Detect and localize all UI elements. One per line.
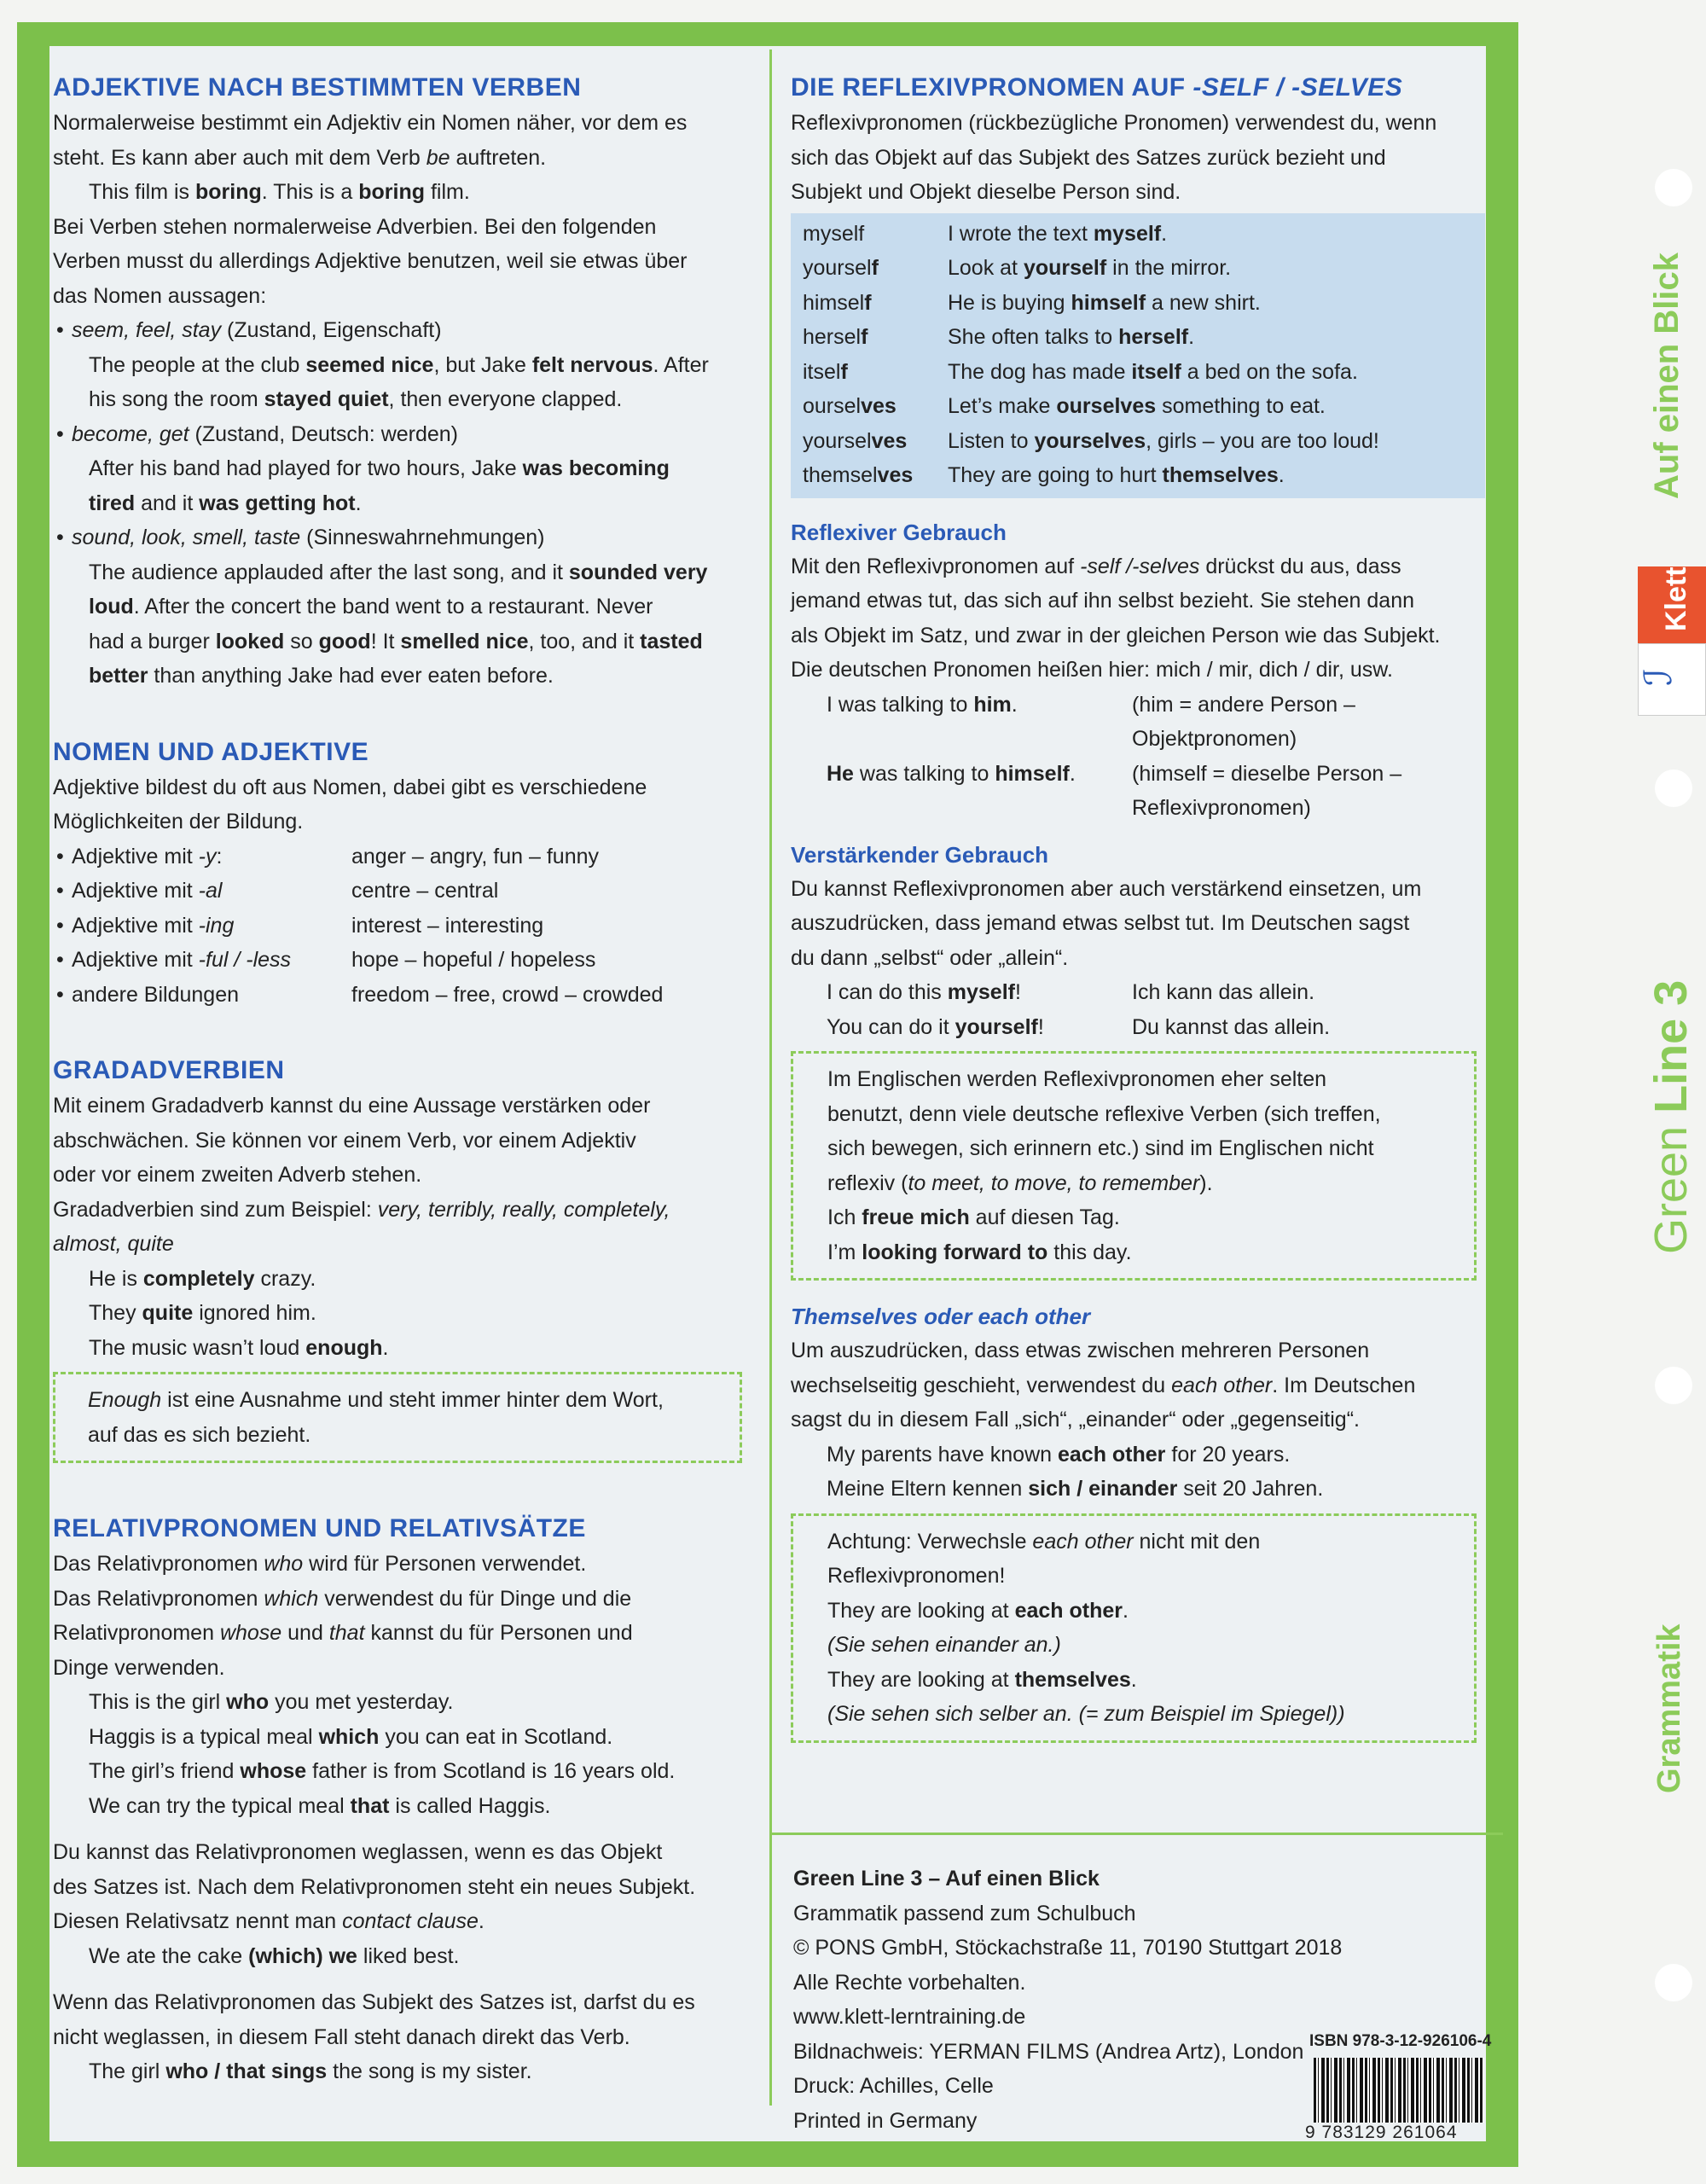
side-label-auf-einen-blick: Auf einen Blick xyxy=(1648,253,1686,499)
example-line: After his band had played for two hours, Jake was becoming xyxy=(89,456,670,480)
bullet-item: • become, get (Zustand, Deutsch: werden) xyxy=(53,417,740,452)
example-line: We ate the cake (which) we liked best. xyxy=(89,1943,460,1968)
imprint-line: Printed in Germany xyxy=(793,2108,978,2133)
text-line: reflexiv (to meet, to move, to remember). xyxy=(827,1170,1213,1195)
text-line: sagst du in diesem Fall „sich“, „einander“ oder „gegenseitig“. xyxy=(791,1408,1360,1432)
example-line: Reflexivpronomen) xyxy=(1132,796,1311,820)
text-line: nicht weglassen, in diesem Fall steht danach direkt das Verb. xyxy=(53,2024,630,2049)
imprint-line: Bildnachweis: YERMAN FILMS (Andrea Artz), London xyxy=(793,2039,1304,2064)
text-line: Subjekt und Objekt dieselbe Person sind. xyxy=(791,180,1181,204)
text-line: They are looking at themselves. xyxy=(827,1667,1137,1692)
text-line: almost, quite xyxy=(53,1232,174,1256)
example-line: The people at the club seemed nice, but Jake felt nervous. After xyxy=(89,352,709,377)
example-line: Meine Eltern kennen sich / einander seit 20 Jahren. xyxy=(827,1477,1324,1501)
text-line: Bei Verben stehen normalerweise Adverbien. Bei den folgenden xyxy=(53,214,657,239)
example-line: He was talking to himself. (himself = dieselbe Person – xyxy=(827,761,1402,786)
text-line: Mit einem Gradadverb kannst du eine Aussage verstärken oder xyxy=(53,1094,651,1118)
bullet-item: • Adjektive mit -ful / -less hope – hopeful / hopeless xyxy=(53,943,740,978)
imprint-line: Alle Rechte vorbehalten. xyxy=(793,1970,1026,1995)
imprint-link[interactable]: www.klett-lerntraining.de xyxy=(793,2005,1026,2029)
bullet-item: • seem, feel, stay (Zustand, Eigenschaft) xyxy=(53,313,740,348)
text-line: Du kannst Reflexivpronomen aber auch verstärkend einsetzen, um xyxy=(791,876,1422,901)
column-divider xyxy=(769,49,772,2106)
bullet-item: • sound, look, smell, taste (Sinneswahrnehmungen) xyxy=(53,520,740,555)
barcode-number: 9 783129 261064 xyxy=(1305,2123,1458,2142)
right-column xyxy=(791,70,1488,1750)
example-line: his song the room stayed quiet, then everyone clapped. xyxy=(89,387,623,411)
text-line: Verben musst du allerdings Adjektive benutzen, weil sie etwas über xyxy=(53,249,688,273)
text-line: Das Relativpronomen who wird für Personen verwendet. xyxy=(53,1552,587,1576)
imprint-divider xyxy=(771,1833,1503,1835)
example-line: He is completely crazy. xyxy=(89,1266,316,1291)
klett-logo-icon: ℐ xyxy=(1637,668,1680,686)
left-column xyxy=(53,70,740,2089)
barcode xyxy=(1314,2058,1484,2123)
bullet-item: • Adjektive mit -ing interest – interesting xyxy=(53,909,740,944)
example-line: tired and it was getting hot. xyxy=(89,491,362,515)
text-line: das Nomen aussagen: xyxy=(53,283,267,308)
bullet-item: • andere Bildungen freedom – free, crowd – crowded xyxy=(53,978,740,1013)
text-line: Das Relativpronomen which verwendest du für Dinge und die xyxy=(53,1586,632,1611)
example-line: better than anything Jake had ever eaten before. xyxy=(89,664,554,688)
example-line: This is the girl who you met yesterday. xyxy=(89,1690,454,1714)
text-line: (Sie sehen sich selber an. (= zum Beispiel im Spiegel)) xyxy=(827,1702,1345,1726)
isbn-label: ISBN 978-3-12-926106-4 xyxy=(1309,2032,1492,2050)
text-line: They are looking at each other. xyxy=(827,1598,1129,1623)
section-title-nomen: NOMEN UND ADJEKTIVE xyxy=(53,737,369,766)
text-line: Wenn das Relativpronomen das Subjekt des Satzes ist, darfst du es xyxy=(53,1990,695,2014)
text-line: jemand etwas tut, das sich auf ihn selbst bezieht. Sie stehen dann xyxy=(791,589,1415,613)
text-line: Adjektive bildest du oft aus Nomen, dabei gibt es verschiedene xyxy=(53,775,647,799)
punch-hole xyxy=(1655,1964,1692,2001)
text-line: wechselseitig geschieht, verwendest du each other. Im Deutschen xyxy=(791,1373,1416,1397)
subsection-title-themselves: Themselves oder each other xyxy=(791,1304,1091,1329)
bullet-item: • Adjektive mit -y: anger – angry, fun – funny xyxy=(53,839,740,874)
example-line: We can try the typical meal that is called Haggis. xyxy=(89,1793,551,1818)
table-row: yourselves Listen to yourselves, girls – you are too loud! xyxy=(803,428,1379,453)
example-line: loud. After the concert the band went to a restaurant. Never xyxy=(89,595,653,619)
text-line: Diesen Relativsatz nennt man contact clause. xyxy=(53,1909,485,1933)
example-line: Haggis is a typical meal which you can eat in Scotland. xyxy=(89,1724,613,1749)
text-line: du dann „selbst“ oder „allein“. xyxy=(791,945,1069,970)
text-line: sich bewegen, sich erinnern etc.) sind im Englischen nicht xyxy=(827,1136,1374,1160)
table-row: itself The dog has made itself a bed on the sofa. xyxy=(803,359,1358,384)
subsection-title-verstaerkender-gebrauch: Verstärkender Gebrauch xyxy=(791,841,1049,868)
text-line: Enough ist eine Ausnahme und steht immer hinter dem Wort, xyxy=(88,1388,664,1412)
punch-hole xyxy=(1655,169,1692,206)
text-line: Mit den Reflexivpronomen auf -self /-selves drückst du aus, dass xyxy=(791,554,1401,578)
klett-wordmark: Klett xyxy=(1660,566,1692,631)
example-line: My parents have known each other for 20 years. xyxy=(827,1442,1291,1467)
text-line: Relativpronomen whose und that kannst du für Personen und xyxy=(53,1621,633,1645)
text-line: Normalerweise bestimmt ein Adjektiv ein Nomen näher, vor dem es xyxy=(53,111,688,135)
example-line: They quite ignored him. xyxy=(89,1301,316,1325)
section-title-relativpronomen: RELATIVPRONOMEN UND RELATIVSÄTZE xyxy=(53,1514,586,1542)
section-title-reflexivpronomen: DIE REFLEXIVPRONOMEN AUF -SELF / -SELVES xyxy=(791,73,1403,102)
bullet-item: • Adjektive mit -al centre – central xyxy=(53,874,740,909)
text-line: Dinge verwenden. xyxy=(53,1655,225,1680)
text-line: Die deutschen Pronomen heißen hier: mich / mir, dich / dir, usw. xyxy=(791,658,1393,682)
example-line: The audience applauded after the last song, and it sounded very xyxy=(89,560,708,584)
text-line: auf das es sich bezieht. xyxy=(88,1422,311,1447)
text-line: des Satzes ist. Nach dem Relativpronomen steht ein neues Subjekt. xyxy=(53,1874,696,1899)
text-line: Im Englischen werden Reflexivpronomen eher selten xyxy=(827,1067,1327,1091)
imprint-line: Druck: Achilles, Celle xyxy=(793,2074,994,2098)
imprint-title: Green Line 3 – Auf einen Blick xyxy=(793,1867,1100,1891)
note-box-achtung xyxy=(791,1513,1477,1743)
table-row: himself He is buying himself a new shirt. xyxy=(803,290,1261,315)
example-line: had a burger looked so good! It smelled nice, too, and it tasted xyxy=(89,629,703,653)
imprint-line: © PONS GmbH, Stöckachstraße 11, 70190 Stuttgart 2018 xyxy=(793,1936,1343,1960)
example-line: This film is boring. This is a boring film. xyxy=(89,180,470,204)
example-line: I was talking to him. (him = andere Person – xyxy=(827,692,1355,717)
table-row: ourselves Let’s make ourselves something to eat. xyxy=(803,394,1326,418)
text-line: abschwächen. Sie können vor einem Verb, vor einem Adjektiv xyxy=(53,1128,636,1153)
table-row: yourself Look at yourself in the mirror. xyxy=(803,256,1232,280)
example-line: The music wasn’t loud enough. xyxy=(89,1335,389,1360)
text-line: Reflexivpronomen (rückbezügliche Pronomen) verwendest du, wenn xyxy=(791,111,1437,135)
text-line: Achtung: Verwechsle each other nicht mit den xyxy=(827,1529,1261,1554)
text-line: Du kannst das Relativpronomen weglassen, wenn es das Objekt xyxy=(53,1840,663,1864)
example-line: You can do it yourself! Du kannst das allein. xyxy=(827,1014,1331,1039)
punch-hole xyxy=(1655,1367,1692,1404)
table-row: myself I wrote the text myself. xyxy=(803,221,1168,246)
example-line: Objektpronomen) xyxy=(1132,727,1297,751)
text-line: Möglichkeiten der Bildung. xyxy=(53,810,304,834)
section-title-adjektive: ADJEKTIVE NACH BESTIMMTEN VERBEN xyxy=(53,73,582,102)
text-line: benutzt, denn viele deutsche reflexive Verben (sich treffen, xyxy=(827,1101,1381,1126)
text-line: steht. Es kann aber auch mit dem Verb be auftreten. xyxy=(53,145,547,170)
table-row: herself She often talks to herself. xyxy=(803,325,1195,349)
text-line: I’m looking forward to this day. xyxy=(827,1240,1132,1264)
text-line: Reflexivpronomen! xyxy=(827,1564,1006,1588)
section-title-gradadverbien: GRADADVERBIEN xyxy=(53,1056,285,1084)
subsection-title-reflexiver-gebrauch: Reflexiver Gebrauch xyxy=(791,519,1007,545)
example-line: I can do this myself! Ich kann das allein. xyxy=(827,980,1315,1004)
text-line: auszudrücken, dass jemand etwas selbst tut. Im Deutschen sagst xyxy=(791,911,1410,935)
note-box-reflexive xyxy=(791,1051,1477,1281)
text-line: als Objekt im Satz, und zwar in der gleichen Person wie das Subjekt. xyxy=(791,623,1441,648)
text-line: Ich freue mich auf diesen Tag. xyxy=(827,1205,1120,1229)
text-line: (Sie sehen einander an.) xyxy=(827,1633,1061,1657)
example-line: The girl who / that sings the song is my sister. xyxy=(89,2059,532,2083)
text-line: Um auszudrücken, dass etwas zwischen mehreren Personen xyxy=(791,1339,1370,1362)
imprint xyxy=(793,1862,1373,2138)
note-box-enough xyxy=(53,1372,742,1463)
imprint-line: Grammatik passend zum Schulbuch xyxy=(793,1901,1136,1926)
text-line: oder vor einem zweiten Adverb stehen. xyxy=(53,1163,422,1187)
text-line: sich das Objekt auf das Subjekt des Satzes zurück bezieht und xyxy=(791,145,1386,170)
table-row: themselves They are going to hurt themselves. xyxy=(803,463,1285,487)
side-label-grammatik: Grammatik xyxy=(1651,1623,1687,1793)
text-line: Gradadverbien sind zum Beispiel: very, terribly, really, completely, xyxy=(53,1197,670,1222)
punch-hole xyxy=(1655,770,1692,807)
side-label-series: Green Line 3 xyxy=(1645,979,1697,1254)
example-line: The girl’s friend whose father is from Scotland is 16 years old. xyxy=(89,1759,676,1783)
reflexive-pronoun-table xyxy=(791,213,1485,498)
